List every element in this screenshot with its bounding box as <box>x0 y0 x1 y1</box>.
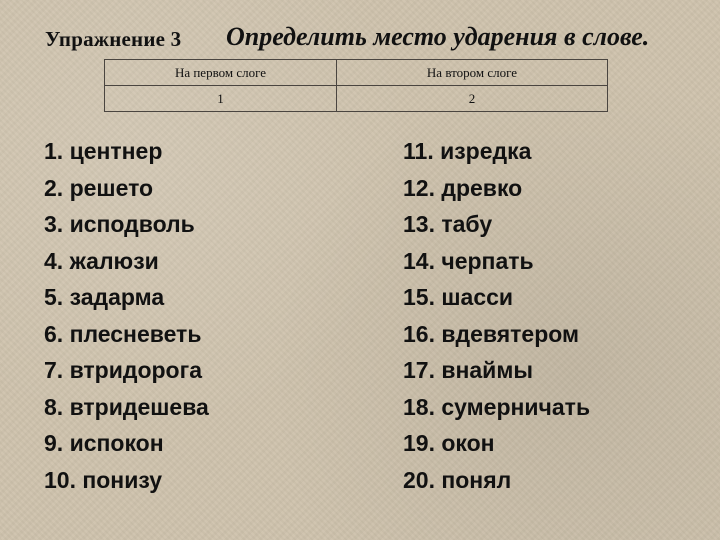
exercise-label: Упражнение 3 <box>45 27 182 51</box>
word-list-right <box>403 133 590 498</box>
list-item: 12. древко <box>403 174 523 201</box>
list-item: 16. вдевятером <box>403 320 580 347</box>
list-item: 9. испокон <box>44 430 164 456</box>
list-item: 13. табу <box>403 211 493 237</box>
list-item: 7. втридорога <box>44 357 202 383</box>
list-item: 2. решето <box>44 174 154 201</box>
value-first-syllable: 1 <box>105 86 337 112</box>
list-item: 20. понял <box>403 466 512 493</box>
exercise-title: Определить место ударения в слове. <box>226 22 650 51</box>
list-item: 18. сумерничать <box>403 393 591 420</box>
list-item: 15. шасси <box>403 284 514 310</box>
list-item: 10. понизу <box>44 466 162 493</box>
list-item: 1. центнер <box>44 138 163 164</box>
list-item: 8. втридешева <box>44 393 209 420</box>
list-item: 5. задарма <box>44 284 165 310</box>
list-item: 19. окон <box>403 430 495 456</box>
list-item: 6. плесневеть <box>44 320 202 347</box>
table-value-row <box>105 86 608 112</box>
value-second-syllable: 2 <box>337 86 608 112</box>
stress-position-table <box>104 59 608 112</box>
header-first-syllable: На первом слоге <box>105 60 337 86</box>
list-item: 3. исподволь <box>44 211 195 237</box>
table-header-row <box>105 60 608 86</box>
list-item: 4. жалюзи <box>44 247 159 274</box>
header-second-syllable: На втором слоге <box>337 60 608 86</box>
word-list-left <box>44 133 209 498</box>
list-item: 17. внаймы <box>403 357 533 383</box>
list-item: 14. черпать <box>403 247 534 274</box>
list-item: 11. изредка <box>403 138 532 164</box>
